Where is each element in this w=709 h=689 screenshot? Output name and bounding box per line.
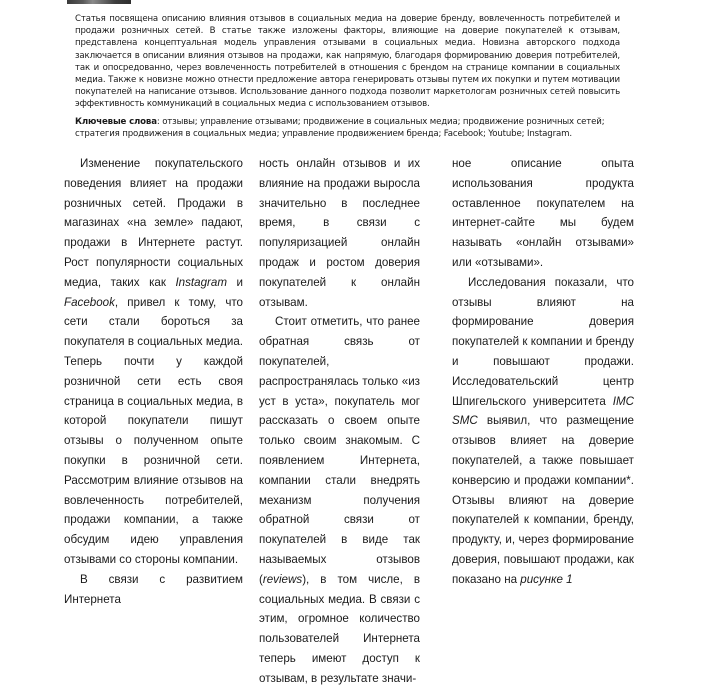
paragraph: ность онлайн отзывов и их влияние на продажи выросла значительно в последнее время, в связи с популяризацией онлайн продаж и ростом доверия покупателей к онлайн отзывам. (259, 157, 420, 309)
instagram-term: Instagram (175, 275, 227, 289)
text-run: и (227, 275, 243, 289)
text-run: Стоит отметить, что ранее обратная связь от покупателей, распространялась только «из уст в уста», покупатель мог рассказать о своем опыте только своим знакомым. С появлением Интернета, компании стали внедрять механизм получения обратной связи от покупателей в виде так называемых отзывов ( (259, 315, 420, 586)
paragraph (452, 273, 634, 590)
facebook-term: Facebook (64, 295, 115, 309)
text-run: Исследования показали, что отзывы влияют на формирование доверия покупателей к компании и бренду и повышают продажи. Исследовательский центр Шпигельского университета (452, 275, 634, 408)
reviews-term: reviews (262, 572, 303, 586)
figure-reference-link[interactable]: рисунке 1 (520, 572, 573, 586)
paragraph (64, 154, 243, 570)
column-1 (64, 154, 243, 609)
paragraph: ное описание опыта использования продукта оставленное покупателем на интернет-сайте мы будем называть «онлайн отзывами» или «отзывами». (452, 157, 634, 269)
column-2 (259, 154, 420, 689)
imc-smc-term: IMC SMC (452, 394, 634, 428)
paragraph (259, 312, 420, 688)
keywords-text: : отзывы; управление отзывами; продвижение в социальных медиа; продвижение розничных сетей; стратегия продвижения в социальных медиа; управление продвижением бренда; Facebook; Youtube; Instagram. (75, 117, 605, 140)
header-image-fragment (67, 0, 131, 4)
text-run: Изменение покупательского поведения влияет на продажи розничных сетей. Продажи в магазинах «на земле» падают, продажи в Интернете растут. Рост популярности социальных медиа, таких как (64, 157, 243, 289)
text-run: ), в том числе, в социальных медиа. В связи с этим, огромное количество пользователей Интернета теперь имеют доступ к отзывам, в результате значи- (259, 572, 420, 685)
keywords (75, 116, 635, 140)
abstract-text: Статья посвящена описанию влияния отзывов в социальных медиа на доверие бренду, вовлеченность потребителей и продажи розничных сетей. В статье также изложены факторы, влияющие на доверие покупателей к отзывам, представлена концептуальная модель управления отзывами в социальных медиа. Новизна авторского подхода заключается в описании влияния отзывов на продажи, как напрямую, благодаря формированию доверия потребителей, так и опосредованно, через вовлеченность потребителей в отношения с брендом на странице компании в социальных медиа. Также к новизне можно отнести предложение автора генерировать отзывы путем их покупки и путем мотивации покупателей на написание отзывов. Использование данного подхода позволит маркетологам розничных сетей повысить эффективность коммуникаций в социальных медиа с использованием отзывов. (75, 14, 620, 110)
column-3 (452, 154, 634, 590)
text-run: выявил, что размещение отзывов влияет на доверие покупателей, а также повышает конверсию и продажи компании*. Отзывы влияют на доверие покупателей к компании, бренду, продукту, и, через формирование доверия, повышают продажи, как показано на (452, 414, 634, 586)
paragraph: В связи с развитием Интернета (64, 572, 243, 606)
keywords-label: Ключевые слова (75, 117, 157, 127)
text-run: , привел к тому, что сети стали бороться за покупателя в социальных медиа. Теперь почти у каждой розничной сети есть своя страница в социальных медиа, в которой покупатели пишут отзывы о полученном опыте покупки в розничной сети. Рассмотрим влияние отзывов на вовлеченность потребителей, продажи компании, а также обсудим идею управления отзывами со стороны компании. (64, 295, 243, 566)
abstract (75, 13, 620, 111)
